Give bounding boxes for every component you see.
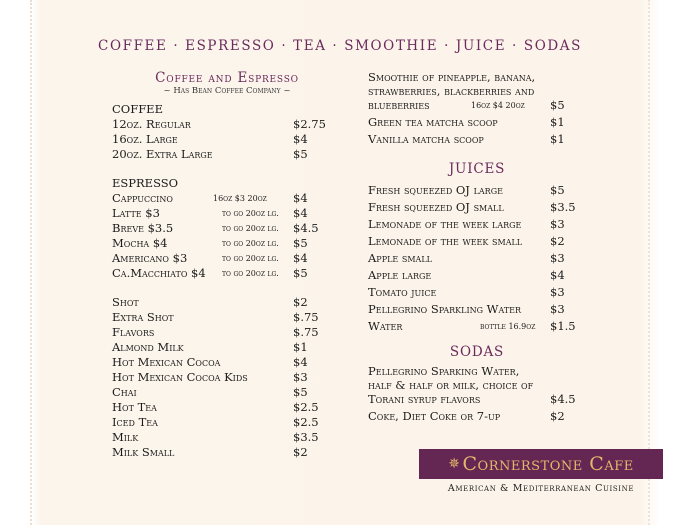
menu-item: 16oz. Large $4 [112, 132, 308, 146]
espresso-heading: ESPRESSO [112, 176, 179, 190]
menu-item: Coke, Diet Coke or 7-up $2 [368, 409, 565, 423]
smoothie-description-line: Smoothie of pineapple, banana, [368, 70, 536, 84]
menu-item: Cappuccino 16oz $3 20oz $4 [112, 191, 308, 205]
smoothie-item: blueberries 16oz $4 20oz $5 [368, 98, 565, 112]
menu-item: Fresh squeezed OJ small $3.5 [368, 200, 576, 214]
menu-item: Flavors $.75 [112, 325, 319, 339]
menu-item: Mocha $4 to go 20oz lg. $5 [112, 236, 308, 250]
brand-name: Cornerstone Cafe [462, 453, 634, 475]
menu-item: Milk Small $2 [112, 445, 308, 459]
right-decorative-border [648, 0, 656, 525]
smoothie-description-line: strawberries, blackberries and [368, 84, 535, 98]
menu-item: Lemonade of the week small $2 [368, 234, 565, 248]
menu-item: Shot $2 [112, 295, 308, 309]
menu-item: Ca.Macchiato $4 to go 20oz lg. $5 [112, 266, 308, 280]
menu-item: Almond Milk $1 [112, 340, 308, 354]
soda-item: Torani syrup flavors $4.5 [368, 392, 576, 406]
menu-item: Hot Tea $2.5 [112, 400, 319, 414]
menu-item: Extra Shot $.75 [112, 310, 319, 324]
menu-item: Tomato juice $3 [368, 285, 565, 299]
menu-item: Americano $3 to go 20oz lg. $4 [112, 251, 308, 265]
menu-item: Hot Mexican Cocoa Kids $3 [112, 370, 308, 384]
menu-item: Iced Tea $2.5 [112, 415, 319, 429]
smoothie-juice-soda-column [368, 70, 586, 424]
menu-item: Apple large $4 [368, 268, 565, 282]
menu-item: Vanilla matcha scoop $1 [368, 132, 565, 146]
brand-tagline: American & Mediterranean Cuisine [447, 483, 635, 494]
menu-item: 20oz. Extra Large $5 [112, 147, 308, 161]
menu-item: Pellegrino Sparkling Water $3 [368, 302, 565, 316]
menu-item: Fresh squeezed OJ large $5 [368, 183, 565, 197]
menu-item: Latte $3 to go 20oz lg. $4 [112, 206, 308, 220]
left-decorative-border [30, 0, 38, 525]
menu-item: Lemonade of the week large $3 [368, 217, 565, 231]
cornerstone-cafe-logo [419, 449, 663, 479]
sodas-title: SODAS [449, 344, 505, 360]
coffee-heading: COFFEE [112, 102, 163, 116]
soda-description-line: half & half or milk, choice of [368, 378, 534, 392]
menu-header: COFFEE · ESPRESSO · TEA · SMOOTHIE · JUICE · SODAS [98, 38, 582, 54]
menu-item: Apple small $3 [368, 251, 565, 265]
menu-item: Water bottle 16.9oz $1.5 [368, 319, 576, 333]
menu-item: Hot Mexican Cocoa $4 [112, 355, 308, 369]
compass-star-icon: ✵ [448, 456, 461, 472]
menu-item: Breve $3.5 to go 20oz lg. $4.5 [112, 221, 319, 235]
juices-title: JUICES [448, 161, 506, 177]
soda-description-line: Pellegrino Sparking Water, [368, 364, 520, 378]
menu-item: Milk $3.5 [112, 430, 319, 444]
menu-item: Chai $5 [112, 385, 308, 399]
coffee-espresso-title: Coffee and Espresso [155, 70, 299, 86]
coffee-espresso-subtitle: ~ Has Bean Coffee Company ~ [163, 86, 291, 96]
menu-item: 12oz. Regular $2.75 [112, 117, 326, 131]
coffee-espresso-column [112, 70, 342, 460]
menu-item: Green tea matcha scoop $1 [368, 115, 565, 129]
